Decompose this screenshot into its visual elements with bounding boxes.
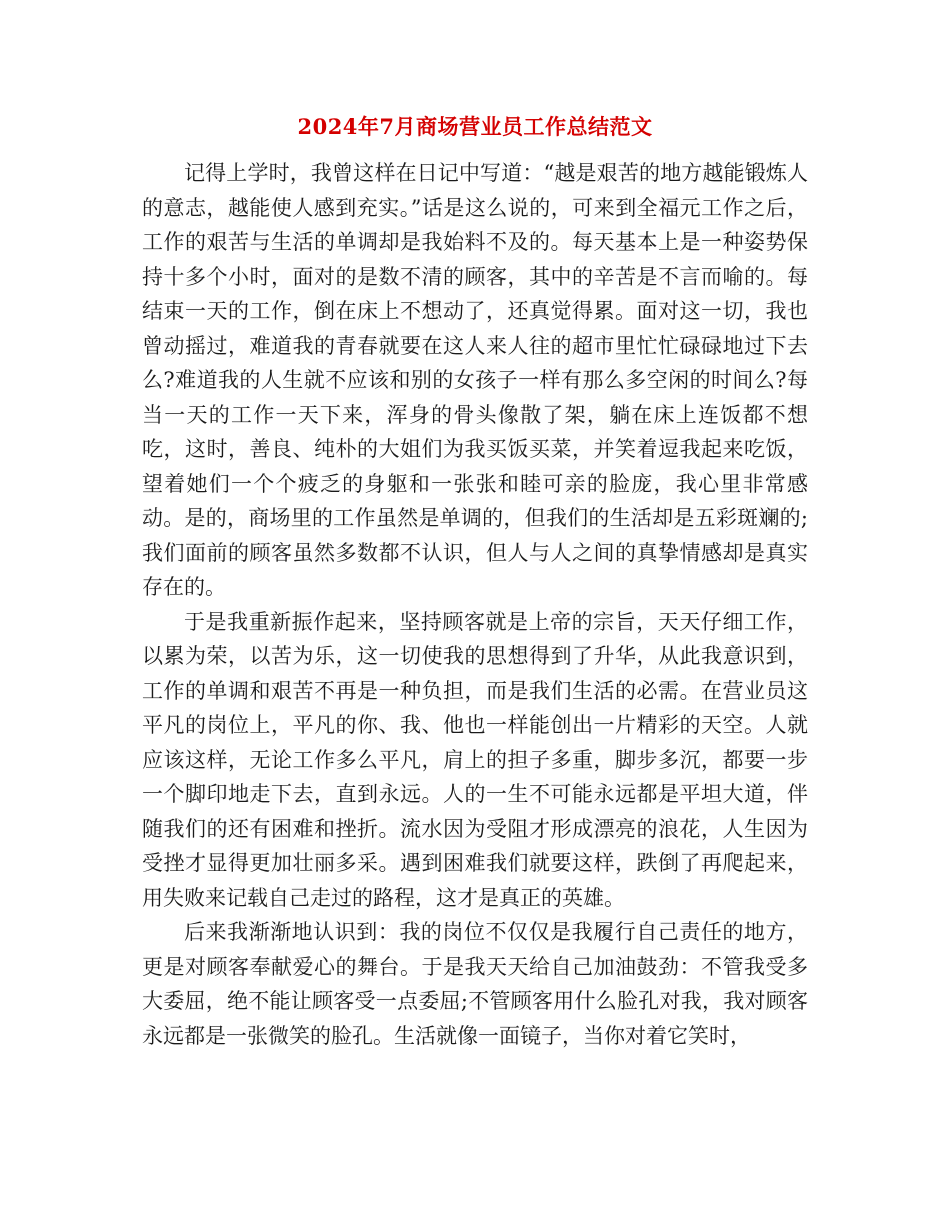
paragraph-3: 后来我渐渐地认识到：我的岗位不仅仅是我履行自己责任的地方，更是对顾客奉献爱心的舞台。于是我天天给自己加油鼓劲：不管我受多大委屈，绝不能让顾客受一点委屈;不管顾客用什么脸孔对我，我对顾客永远都是一张微笑的脸孔。生活就像一面镜子，当你对着它笑时， bbox=[142, 920, 808, 1048]
document-title: 2024年7月商场营业员工作总结范文 bbox=[297, 114, 653, 139]
document-body bbox=[142, 156, 808, 1053]
paragraph-1: 记得上学时，我曾这样在日记中写道：“越是艰苦的地方越能锻炼人的意志，越能使人感到充实。”话是这么说的，可来到全福元工作之后，工作的艰苦与生活的单调却是我始料不及的。每天基本上是一种姿势保持十多个小时，面对的是数不清的顾客，其中的辛苦是不言而喻的。每结束一天的工作，倒在床上不想动了，还真觉得累。面对这一切，我也曾动摇过，难道我的青春就要在这人来人往的超市里忙忙碌碌地过下去么?难道我的人生就不应该和别的女孩子一样有那么多空闲的时间么?每当一天的工作一天下来，浑身的骨头像散了架，躺在床上连饭都不想吃，这时，善良、纯朴的大姐们为我买饭买菜，并笑着逗我起来吃饭，望着她们一个个疲乏的身躯和一张张和睦可亲的脸庞，我心里非常感动。是的，商场里的工作虽然是单调的，但我们的生活却是五彩斑斓的;我们面前的顾客虽然多数都不认识，但人与人之间的真挚情感却是真实存在的。 bbox=[142, 161, 808, 599]
paragraph-2: 于是我重新振作起来，坚持顾客就是上帝的宗旨，天天仔细工作，以累为荣，以苦为乐，这一切使我的思想得到了升华，从此我意识到，工作的单调和艰苦不再是一种负担，而是我们生活的必需。在营业员这平凡的岗位上，平凡的你、我、他也一样能创出一片精彩的天空。人就应该这样，无论工作多么平凡，肩上的担子多重，脚步多沉，都要一步一个脚印地走下去，直到永远。人的一生不可能永远都是平坦大道，伴随我们的还有困难和挫折。流水因为受阻才形成漂亮的浪花，人生因为受挫才显得更加壮丽多采。遇到困难我们就要这样，跌倒了再爬起来，用失败来记载自己走过的路程，这才是真正的英雄。 bbox=[142, 609, 808, 910]
